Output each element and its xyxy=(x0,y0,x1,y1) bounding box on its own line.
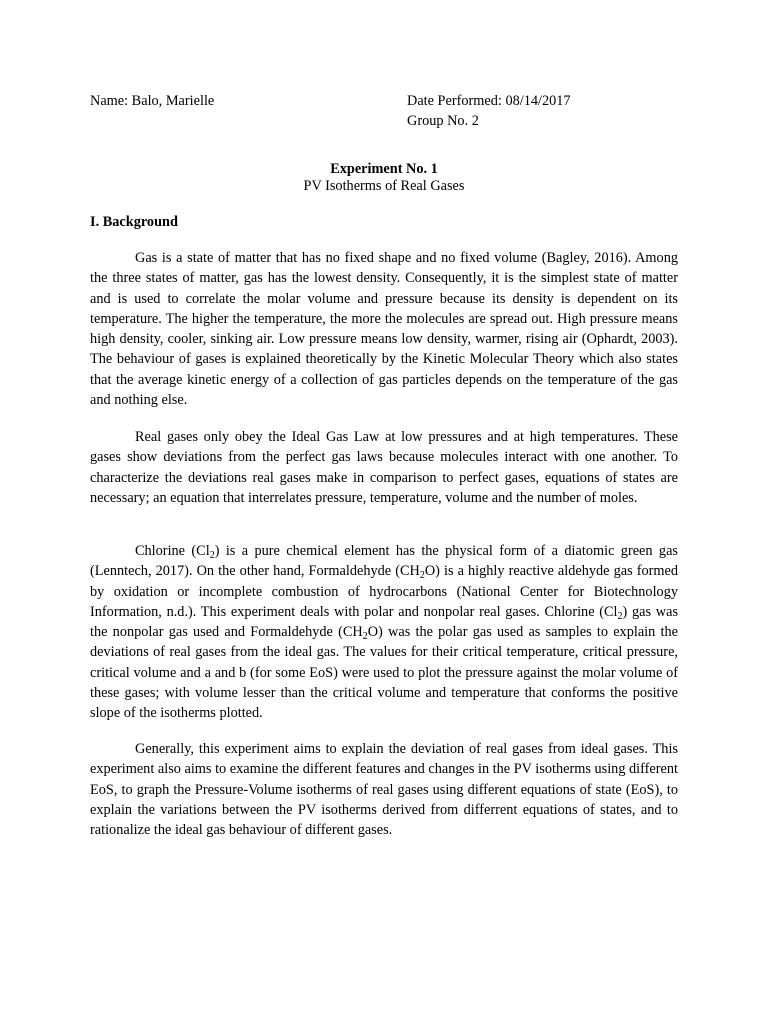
group-number: Group No. 2 xyxy=(407,113,479,129)
student-name: Name: Balo, Marielle xyxy=(90,93,215,109)
date-performed: Date Performed: 08/14/2017 xyxy=(407,93,571,109)
paragraph-3-text: O) was the polar gas used as samples to explain the deviations of real gases from the ideal gas. The values for their critical temperature, critical pressure, critical volume and a and b (for some EoS) were used to plot the pressure against the molar volume of these gases; with volume lesser than the critical volume and temperature that conforms the positive slope of the isotherms plotted. xyxy=(90,624,678,722)
paragraph-2: Real gases only obey the Ideal Gas Law at low pressures and at high temperatures. These gases show deviations from the perfect gas laws because molecules interact with one another. To characterize the deviations real gases make in comparison to perfect gases, equations of states are necessary; an equation that interrelates pressure, temperature, volume and the number of moles. xyxy=(90,429,678,506)
paragraph-3-text: O) is a highly reactive aldehyde gas formed by oxidation or incomplete combustion of hydrocarbons (National Center for Biotechnology Information, n.d.). This experiment deals with polar and nonpolar real gases. Chlorine (Cl xyxy=(90,563,678,620)
subscript: 2 xyxy=(617,610,623,622)
experiment-subtitle: PV Isotherms of Real Gases xyxy=(303,178,465,194)
paragraph-4: Generally, this experiment aims to explain the deviation of real gases from ideal gases. This experiment also aims to examine the different features and changes in the PV isotherms using different EoS, to graph the Pressure-Volume isotherms of real gases using different equations of state (EoS), to explain the variations between the PV isotherms derived from differrent equations of states, and to rationalize the ideal gas behaviour of different gases. xyxy=(90,741,678,839)
paragraph-1: Gas is a state of matter that has no fixed shape and no fixed volume (Bagley, 2016). Among the three states of matter, gas has the lowest density. Consequently, it is the simplest state of matter and is used to correlate the molar volume and pressure because its density is dependent on its temperature. The higher the temperature, the more the molecules are spread out. High pressure means high density, cooler, sinking air. Low pressure means low density, warmer, rising air (Ophardt, 2003). The behaviour of gases is explained theoretically by the Kinetic Molecular Theory which also states that the average kinetic energy of a collection of gas particles depends on the temperature of the gas and nothing else. xyxy=(90,250,678,409)
experiment-title: Experiment No. 1 xyxy=(330,161,438,177)
subscript: 2 xyxy=(209,550,215,561)
subscript: 2 xyxy=(419,570,425,582)
subscript: 2 xyxy=(362,631,368,643)
paragraph-3-text: Chlorine (Cl xyxy=(135,543,210,559)
section-heading: I. Background xyxy=(90,214,178,230)
paragraph-3-text: ) gas was the nonpolar gas used and Formaldehyde (CH xyxy=(90,603,679,641)
paragraph-3-text: ) is a pure chemical element has the physical form of a diatomic green gas (Lenntech, 2017). On the other hand, Formaldehyde (CH xyxy=(90,543,678,580)
paragraph-3 xyxy=(90,541,678,724)
